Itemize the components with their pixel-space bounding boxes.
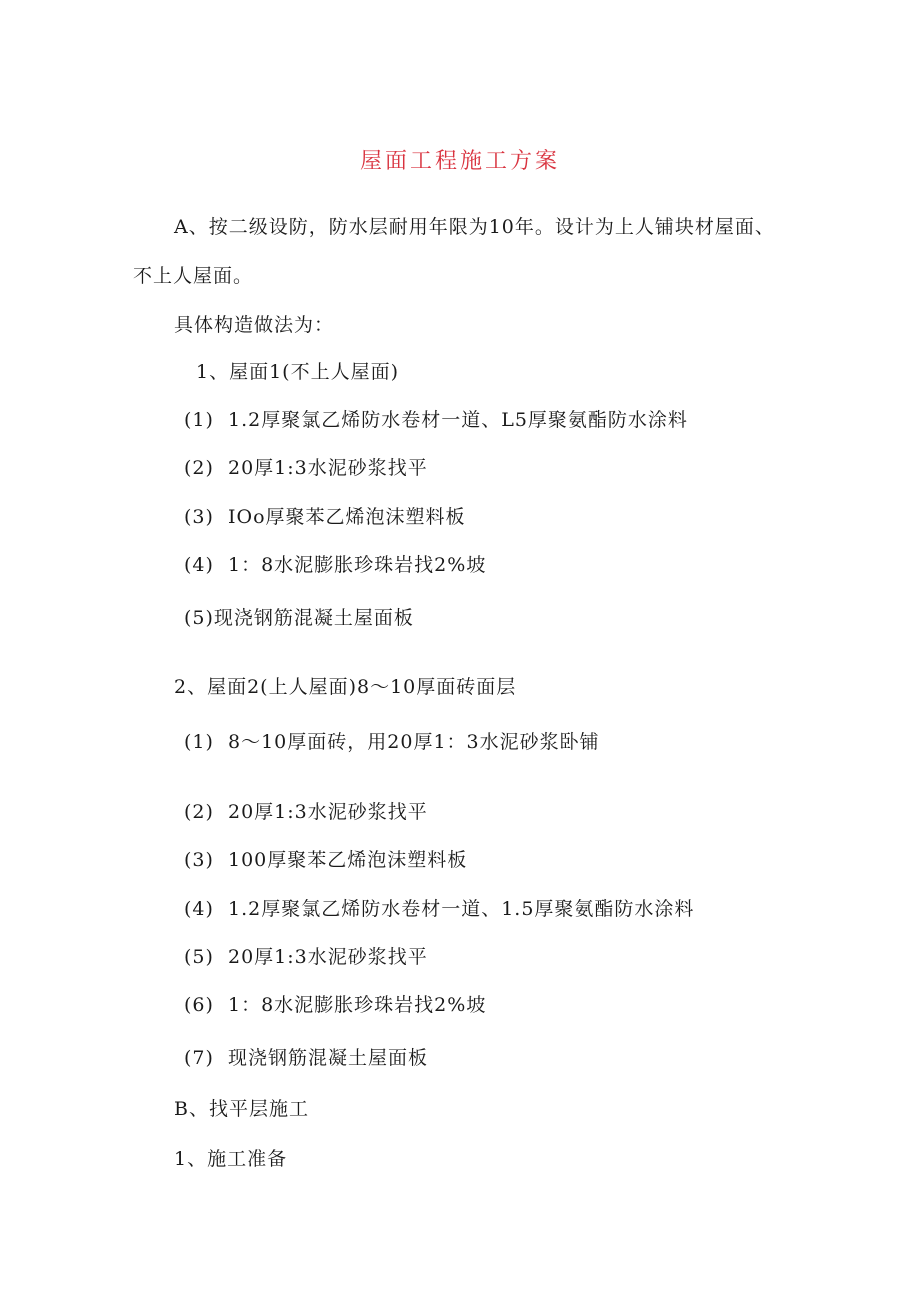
roof1-item: [184, 552, 486, 578]
roof2-item: [184, 992, 486, 1018]
item-number: (3): [184, 849, 214, 871]
item-number: (4): [184, 554, 214, 576]
roof1-item: [184, 605, 414, 631]
item-number: (7): [184, 1047, 214, 1069]
item-text: 20厚1:3水泥砂浆找平: [228, 801, 428, 823]
item-text: IOo厚聚苯乙烯泡沫塑料板: [228, 506, 466, 528]
item-number: (2): [184, 801, 214, 823]
roof1-heading: 1、屋面1(不上人屋面): [196, 361, 400, 383]
item-number: (5): [184, 946, 214, 968]
item-number: (3): [184, 506, 214, 528]
roof2-item: [184, 896, 694, 922]
item-text: 8～10厚面砖，用20厚1：3水泥砂浆卧铺: [228, 731, 600, 753]
item-text: 1.2厚聚氯乙烯防水卷材一道、L5厚聚氨酯防水涂料: [228, 409, 688, 431]
paragraph-design-line2: 不上人屋面。: [133, 265, 254, 287]
item-text: 1.2厚聚氯乙烯防水卷材一道、1.5厚聚氨酯防水涂料: [228, 898, 695, 920]
roof2-item: [184, 729, 600, 755]
item-number: (2): [184, 457, 214, 479]
item-text: 1：8水泥膨胀珍珠岩找2%坡: [228, 554, 487, 576]
item-text: (5)现浇钢筋混凝土屋面板: [184, 607, 414, 629]
item-text: 20厚1:3水泥砂浆找平: [228, 946, 428, 968]
section-b1-heading: 1、施工准备: [174, 1148, 288, 1170]
document-title: 屋面工程施工方案: [359, 149, 560, 174]
section-b-heading: B、找平层施工: [174, 1098, 309, 1120]
roof1-item: [184, 407, 688, 433]
roof2-item: [184, 847, 467, 873]
item-number: (6): [184, 994, 214, 1016]
item-text: 现浇钢筋混凝土屋面板: [228, 1047, 429, 1069]
paragraph-design-line1: A、按二级设防，防水层耐用年限为10年。设计为上人铺块材屋面、: [174, 216, 775, 238]
paragraph-construction-intro: 具体构造做法为：: [174, 314, 335, 336]
roof1-item: [184, 455, 428, 481]
roof2-item: [184, 944, 428, 970]
roof1-item: [184, 504, 466, 530]
item-text: 20厚1:3水泥砂浆找平: [228, 457, 428, 479]
roof2-item: [184, 799, 428, 825]
roof2-heading: 2、屋面2(上人屋面)8～10厚面砖面层: [174, 676, 517, 698]
item-number: (4): [184, 898, 214, 920]
roof2-item: [184, 1045, 428, 1071]
item-text: 100厚聚苯乙烯泡沫塑料板: [228, 849, 468, 871]
item-text: 1：8水泥膨胀珍珠岩找2%坡: [228, 994, 487, 1016]
item-number: (1): [184, 409, 214, 431]
item-number: (1): [184, 731, 214, 753]
